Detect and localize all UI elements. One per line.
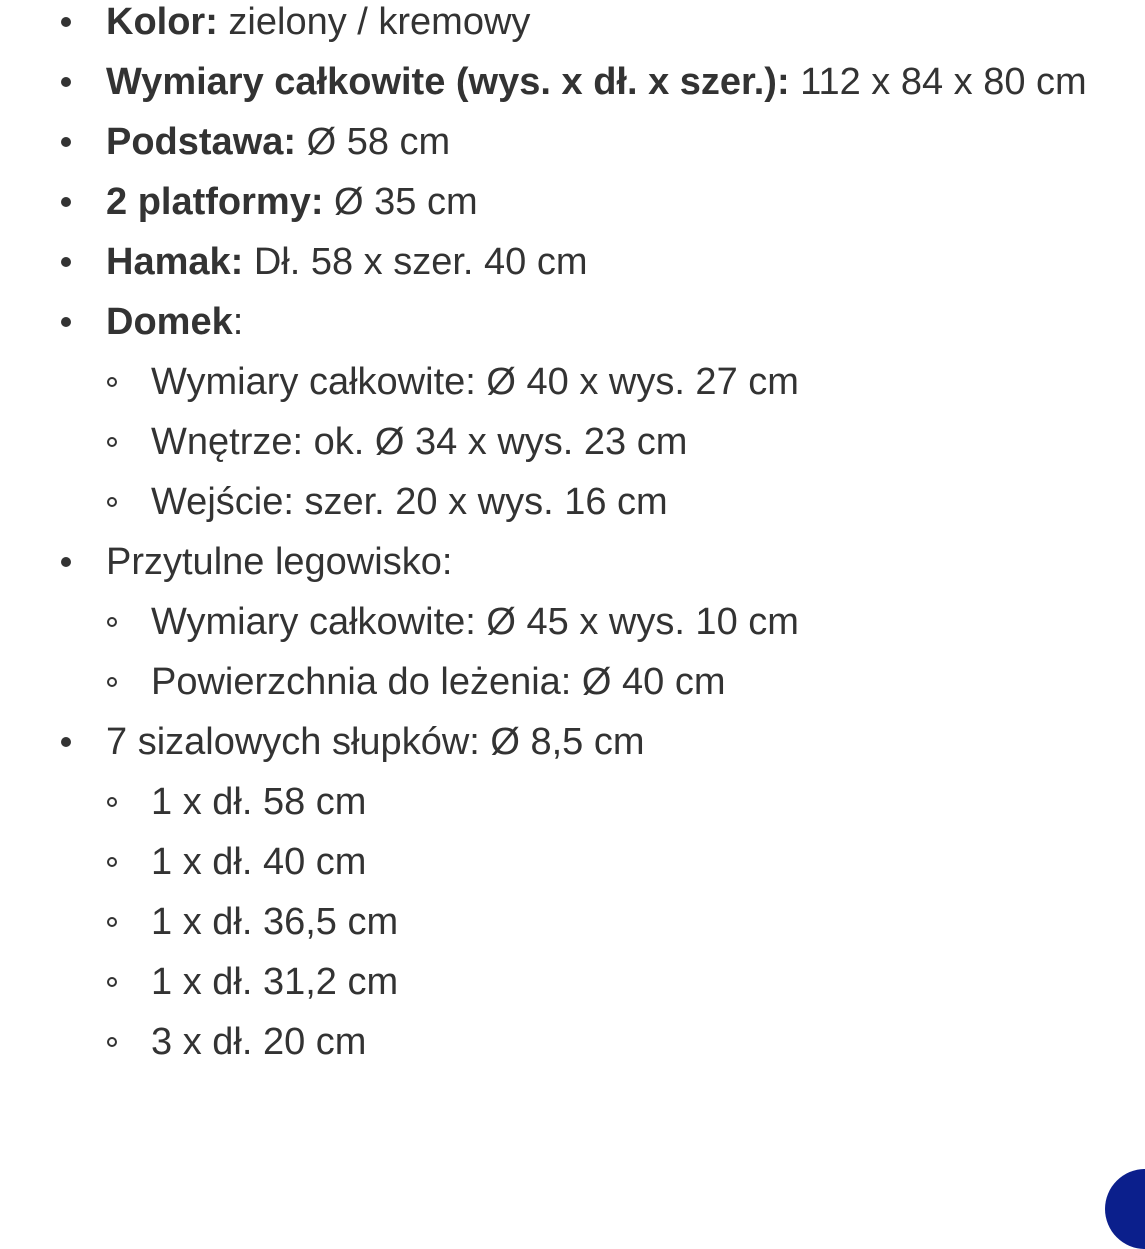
spec-item-bed xyxy=(0,532,1145,592)
spec-subitem xyxy=(0,832,1145,892)
spec-subitem xyxy=(0,892,1145,952)
circle-bullet-icon xyxy=(107,497,117,507)
spec-subitem-text: Wymiary całkowite: Ø 45 x wys. 10 cm xyxy=(151,601,799,643)
spec-label: Wymiary całkowite (wys. x dł. x szer.): xyxy=(106,61,790,103)
circle-bullet-icon xyxy=(107,377,117,387)
circle-bullet-icon xyxy=(107,1037,117,1047)
spec-label: Podstawa: xyxy=(106,121,297,163)
spec-label: Kolor: xyxy=(106,1,218,43)
spec-item-platforms xyxy=(0,172,1145,232)
spec-value: 112 x 84 x 80 cm xyxy=(789,61,1087,103)
spec-value: zielony / kremowy xyxy=(217,1,531,43)
bullet-icon xyxy=(61,77,71,87)
spec-subitem xyxy=(0,472,1145,532)
spec-subitem xyxy=(0,652,1145,712)
bullet-icon xyxy=(61,17,71,27)
spec-value: Ø 35 cm xyxy=(323,181,478,223)
spec-item-base xyxy=(0,112,1145,172)
spec-label: 2 platformy: xyxy=(106,181,324,223)
spec-subitem-text: Wnętrze: ok. Ø 34 x wys. 23 cm xyxy=(151,421,688,463)
spec-subitem xyxy=(0,412,1145,472)
bullet-icon xyxy=(61,197,71,207)
spec-subitem xyxy=(0,772,1145,832)
bullet-icon xyxy=(61,737,71,747)
circle-bullet-icon xyxy=(107,977,117,987)
spec-item-house xyxy=(0,292,1145,352)
spec-subitem xyxy=(0,1012,1145,1072)
spec-subitem-text: Powierzchnia do leżenia: Ø 40 cm xyxy=(151,661,726,703)
bullet-icon xyxy=(61,317,71,327)
spec-subitem-text: 1 x dł. 58 cm xyxy=(151,781,367,823)
circle-bullet-icon xyxy=(107,617,117,627)
spec-item-overall-dimensions xyxy=(0,52,1145,112)
bullet-icon xyxy=(61,257,71,267)
spec-subitem-text: 1 x dł. 36,5 cm xyxy=(151,901,399,943)
spec-subitem-text: 1 x dł. 31,2 cm xyxy=(151,961,399,1003)
spec-subitem-text: Wymiary całkowite: Ø 40 x wys. 27 cm xyxy=(151,361,799,403)
spec-label: Domek xyxy=(106,301,233,343)
spec-subitem xyxy=(0,592,1145,652)
spec-subitem xyxy=(0,352,1145,412)
spec-subitem-text: 1 x dł. 40 cm xyxy=(151,841,367,883)
spec-value: Ø 58 cm xyxy=(296,121,451,163)
spec-item-hammock xyxy=(0,232,1145,292)
spec-subitem-text: 3 x dł. 20 cm xyxy=(151,1021,367,1063)
circle-bullet-icon xyxy=(107,917,117,927)
spec-subitem-text: Wejście: szer. 20 x wys. 16 cm xyxy=(151,481,668,523)
spec-item-text: 7 sizalowych słupków: Ø 8,5 cm xyxy=(106,721,645,763)
circle-bullet-icon xyxy=(107,857,117,867)
floating-action-button[interactable] xyxy=(1105,1169,1145,1249)
spec-label: Hamak: xyxy=(106,241,244,283)
spec-item-color xyxy=(0,0,1145,52)
circle-bullet-icon xyxy=(107,437,117,447)
bullet-icon xyxy=(61,137,71,147)
spec-item-sisal-posts xyxy=(0,712,1145,772)
spec-subitem xyxy=(0,952,1145,1012)
spec-item-text: Przytulne legowisko: xyxy=(106,541,453,583)
circle-bullet-icon xyxy=(107,797,117,807)
spec-value: : xyxy=(232,301,244,343)
bullet-icon xyxy=(61,557,71,567)
circle-bullet-icon xyxy=(107,677,117,687)
spec-value: Dł. 58 x szer. 40 cm xyxy=(243,241,588,283)
